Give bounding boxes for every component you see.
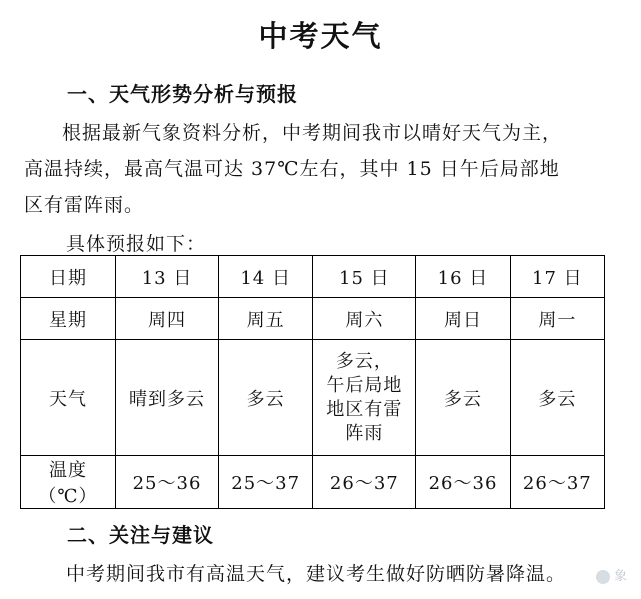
cell-date: 15 日 xyxy=(313,256,416,298)
cell-temperature: 26～37 xyxy=(510,456,604,509)
table-row-weather xyxy=(21,340,605,456)
cell-date: 16 日 xyxy=(416,256,510,298)
cell-weather: 晴到多云 xyxy=(116,340,219,456)
cell-temperature: 26～37 xyxy=(313,456,416,509)
paragraph-line: 高温持续，最高气温可达 37℃左右，其中 15 日午后局部地 xyxy=(24,158,560,180)
cell-weather: 多云 xyxy=(510,340,604,456)
weather-logo-icon xyxy=(596,570,610,584)
weather-line: 多云， xyxy=(335,350,393,372)
paragraph-line: 区有雷阵雨。 xyxy=(24,194,145,216)
cell-date: 13 日 xyxy=(116,256,219,298)
cell-temperature: 26～36 xyxy=(416,456,510,509)
cell-weekday: 周五 xyxy=(219,298,313,340)
row-label-date: 日期 xyxy=(21,256,116,298)
section2-paragraph: 中考期间我市有高温天气，建议考生做好防晒防暑降温。 xyxy=(66,563,567,585)
section2-heading: 二、关注与建议 xyxy=(67,523,214,547)
cell-temperature: 25～37 xyxy=(219,456,313,509)
cell-weather xyxy=(313,340,416,456)
weather-line: 午后局地 xyxy=(326,374,403,396)
cell-date: 14 日 xyxy=(219,256,313,298)
row-label-temperature: 温度（℃） xyxy=(21,456,116,509)
cell-date: 17 日 xyxy=(510,256,604,298)
weather-line: 阵雨 xyxy=(345,422,384,444)
cell-weekday: 周四 xyxy=(116,298,219,340)
paragraph-line: 根据最新气象资料分析，中考期间我市以晴好天气为主， xyxy=(62,122,563,144)
table-row-date xyxy=(21,256,605,298)
document-title: 中考天气 xyxy=(258,19,383,53)
table-row-temperature xyxy=(21,456,605,509)
cell-weekday: 周日 xyxy=(416,298,510,340)
forecast-intro: 具体预报如下： xyxy=(66,233,207,255)
cell-weekday: 周六 xyxy=(313,298,416,340)
section1-heading: 一、天气形势分析与预报 xyxy=(67,82,298,106)
cell-weather: 多云 xyxy=(416,340,510,456)
watermark xyxy=(596,565,627,584)
table-row-weekday xyxy=(21,298,605,340)
cell-temperature: 25～36 xyxy=(116,456,219,509)
watermark-text: 象 xyxy=(613,569,627,584)
cell-weekday: 周一 xyxy=(510,298,604,340)
row-label-weather: 天气 xyxy=(21,340,116,456)
weather-line: 地区有雷 xyxy=(326,398,403,420)
cell-weather: 多云 xyxy=(219,340,313,456)
row-label-weekday: 星期 xyxy=(21,298,116,340)
section1-paragraph xyxy=(24,115,614,223)
forecast-table xyxy=(20,255,605,509)
